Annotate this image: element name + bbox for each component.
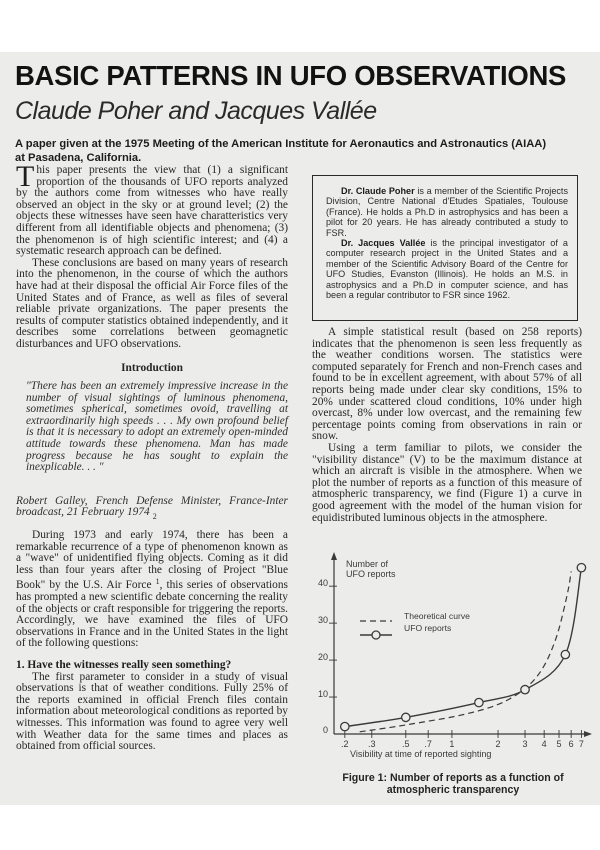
ufo-report-data-point xyxy=(341,722,349,730)
figure-1-chart xyxy=(310,550,592,780)
y-tick-label: 0 xyxy=(322,725,328,735)
intro-paragraph-2: These conclusions are based on many years of research into the phenomenon, in the course of which the authors have had at their disposal the official Air Force files of the United States and of France, as well as files of several reliable private organizations. The paper presents the results of computer statistics obtained independently, and it describes some correlations between geomagnetic disturbances and UFO observations. xyxy=(16,256,288,350)
ufo-report-data-point xyxy=(577,563,585,571)
x-tick-label: .5 xyxy=(402,739,410,749)
bio-vallee xyxy=(326,238,568,300)
statistics-paragraph: A simple statistical result (based on 258 reports) indicates that the phenomenon is seen less frequently as the weather conditions worsen. The statistics were computed separately for French and non-French cases and found to be in excellent agreement, with about 57% of all reports being made under clear sky conditions, 15% to 20% under scattered cloud conditions, 10% under high overcast, 8% under low overcast, and the remaining few percentage points coming from observations in rain or snow. xyxy=(312,326,582,443)
legend xyxy=(360,611,470,639)
x-tick-label: 7 xyxy=(578,739,584,749)
x-axis-label: Visibility at time of reported sighting xyxy=(350,749,492,759)
y-tick-label: 20 xyxy=(317,652,328,663)
footnote-ref-1[interactable]: 1 xyxy=(155,577,160,587)
section-heading-introduction: Introduction xyxy=(121,361,183,374)
article-subtitle: A paper given at the 1975 Meeting of the American Institute for Aeronautics and Astronautics (AIAA) at Pasadena, California. xyxy=(15,138,547,164)
article-title: BASIC PATTERNS IN UFO OBSERVATIONS xyxy=(15,60,567,91)
series-lines xyxy=(345,568,582,732)
x-tick-label: 2 xyxy=(495,739,501,749)
legend-swatch-ufo-marker xyxy=(372,631,380,639)
y-axis-label-line-1: Number of xyxy=(346,559,389,569)
article-authors: Claude Poher and Jacques Vallée xyxy=(15,97,377,125)
drop-cap: T xyxy=(16,160,35,193)
ufo-report-data-point xyxy=(402,713,410,721)
bio-poher-text: is a member of the Scientific Projects Division, Centre National d'Etudes Spatiales, Toulouse (France). He holds a Ph.D in astrophysics and has been a pilot for 20 years. He has already contributed a study to FSR. xyxy=(326,186,569,238)
legend-label-theoretical: Theoretical curve xyxy=(404,611,470,621)
x-axis-arrow-icon xyxy=(584,731,592,737)
weather-paragraph: The first parameter to consider in a study of visual observations is that of weather conditions. Fully 25% of the reports examined in official French files contain information about meteorological conditions as reported by witnesses. This information was found to agree very well with Weather data for the same times and places as obtained from official sources. xyxy=(16,670,288,753)
y-tick-label: 30 xyxy=(317,615,328,626)
x-tick-label: 1 xyxy=(449,739,455,749)
x-ticks xyxy=(341,730,584,749)
axes xyxy=(331,552,592,737)
question-heading-1: 1. Have the witnesses really seen something? xyxy=(16,658,232,671)
x-tick-label: 4 xyxy=(541,739,547,749)
ufo-report-data-point xyxy=(475,698,483,706)
x-tick-label: 3 xyxy=(522,739,528,749)
left-column xyxy=(16,160,288,753)
right-column xyxy=(312,327,582,524)
legend-label-ufo-reports: UFO reports xyxy=(404,623,452,633)
epigraph-quote: "There has been an extremely impressive increase in the number of visual sightings of luminous phenomena, sometimes spherical, sometimes ovoid, travelling at extraordinarily high speeds . . . My own profound belief is that it is necessary to adopt an extremely open-minded attitude towards these phenomena. Man has made progress because he has sought to explain the inexplicable. . . " xyxy=(26,380,288,474)
footnote-ref-2[interactable]: 2 xyxy=(152,512,157,522)
y-tick-label: 10 xyxy=(317,689,328,700)
x-tick-label: 5 xyxy=(556,739,562,749)
theoretical-curve-line xyxy=(360,571,572,731)
ufo-reports-line xyxy=(345,568,582,727)
ufo-report-data-point xyxy=(521,685,529,693)
bio-vallee-name: Dr. Jacques Vallée xyxy=(341,238,426,249)
quote-attribution xyxy=(16,496,288,523)
author-bio-box xyxy=(312,175,578,321)
y-tick-label: 40 xyxy=(317,578,328,589)
wave-paragraph-text-1: During 1973 and early 1974, there has been a remarkable recurrence of a type of phenomenon known as a "wave" of unidentified flying objects. Coming as it did less than four years after the closing of Project "Blue Book" by the U.S. Air Force xyxy=(16,529,288,592)
bio-vallee-text: is the principal investigator of a computer research project in the United States and a member of the Scientific Advisory Board of the Centre for UFO Studies, Evanston (Illinois). He holds an M.S. in astrophysics and a Ph.D in computer science, and has been a regular contributor to FSR since 1962. xyxy=(326,238,568,301)
intro-paragraph-1-text: his paper presents the view that (1) a significant proportion of the thousands of UFO reports analyzed by the authors come from witnesses who have really observed an object in the sky or at ground level; (2) the objects these witnesses have seen have charatteristics very different from all identifiable objects and phenomena; (3) the phenomenon is of high scientific interest; and (4) a systematic research approach can be defined. xyxy=(16,164,288,258)
wave-paragraph xyxy=(16,530,288,650)
x-tick-label: .3 xyxy=(368,739,376,749)
quote-attribution-text: Robert Galley, French Defense Minister, France-Inter broadcast, 21 February 1974 xyxy=(16,494,288,519)
bio-poher xyxy=(326,186,568,238)
y-axis-label-line-2: UFO reports xyxy=(346,569,396,579)
bio-poher-name: Dr. Claude Poher xyxy=(341,186,415,196)
visibility-paragraph: Using a term familiar to pilots, we consider the "visibility distance" (V) to be the maximum distance at which an aircraft is visible in the atmosphere. When we plot the number of reports as a function of this measure of atmospheric transparency, we find (Figure 1) a curve in good agreement with the model of the human vision for equidistributed luminous objects in the atmosphere. xyxy=(312,441,582,524)
figure-caption: Figure 1: Number of reports as a function of atmospheric transparency xyxy=(342,772,564,796)
ufo-report-data-point xyxy=(561,650,569,658)
intro-paragraph-1 xyxy=(16,160,288,258)
y-axis-arrow-icon xyxy=(331,552,337,560)
x-tick-label: .7 xyxy=(424,739,432,749)
wave-paragraph-text-2: , this series of observations has prompted a new scientific debate concerning the reality of the objects or craft responsible for triggering the reports. Accordingly, we have examined the files of UFO observations in France and in the United States in the light of the following questions: xyxy=(16,579,288,650)
x-tick-label: 6 xyxy=(568,739,574,749)
x-tick-label: .2 xyxy=(341,739,349,749)
